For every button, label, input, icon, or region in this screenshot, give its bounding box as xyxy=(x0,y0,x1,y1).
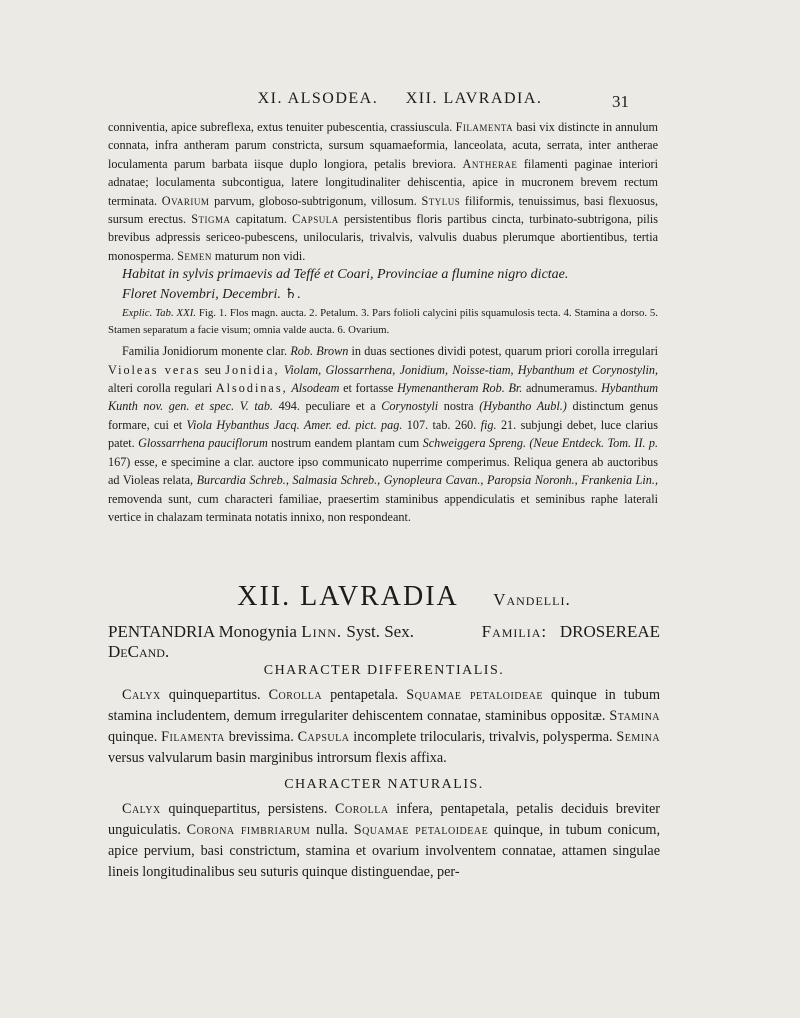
family-name: DROSEREAE xyxy=(559,622,660,641)
running-head xyxy=(0,90,800,108)
term-stigma: Stigma xyxy=(191,212,231,227)
term-capsula: Capsula xyxy=(297,729,350,745)
text-run: 494. peculiare et a xyxy=(278,399,376,414)
genera-list: Burcardia Schreb., Salmasia Schreb., Gynopleura Cavan., Paropsia Noronh., Frankenia Lin., xyxy=(196,473,658,488)
shrub-symbol: ♄. xyxy=(284,287,301,303)
linnaean-class xyxy=(108,621,414,643)
species-ref: Glossarrhena pauciflorum xyxy=(138,436,268,451)
text-run: 107. tab. 260. xyxy=(406,417,477,432)
text-run: incomplete trilocularis, trivalvis, polysperma. xyxy=(353,729,613,745)
page-number: 31 xyxy=(612,92,629,111)
text-run: alteri corolla regulari xyxy=(108,381,213,396)
term-semen: Semen xyxy=(177,248,212,263)
text-run: in duas sectiones dividi potest, quarum priori corolla irregulari xyxy=(351,344,659,359)
spaced-term: Alsodinas, xyxy=(215,381,288,396)
habitat-line: Habitat in sylvis primaevis ad Teffé et Coari, Provinciae a flumine nigro dictae. xyxy=(122,267,569,283)
term-corona: Corona fimbriarum xyxy=(186,822,311,838)
text-run: conniventia, apice subreflexa, extus tenuiter pubescentia, crassiuscula. xyxy=(108,120,453,134)
text-run: infera, pentapetala, petalis deciduis breviter unguiculatis. xyxy=(108,801,661,838)
running-head-left: XI. ALSODEA. xyxy=(257,90,379,107)
classification-line xyxy=(108,621,660,643)
text-run: capitatum. xyxy=(235,212,287,227)
text-run: quinque. xyxy=(108,729,158,745)
text-run: et fortasse xyxy=(343,381,394,396)
term-corolla: Corolla xyxy=(268,687,323,703)
term-stamina: Stamina xyxy=(609,708,661,724)
term-calyx: Calyx xyxy=(122,801,161,817)
spaced-term: Violeas veras xyxy=(108,362,201,377)
paragraph-familia xyxy=(108,342,658,526)
text-run: versus valvularum basin marginibus introrsum flexis affixa. xyxy=(108,750,447,766)
plate-explanation xyxy=(108,305,658,339)
text-run: quinquepartitus. xyxy=(168,687,261,703)
plate-label: Explic. Tab. XXI. xyxy=(122,307,197,320)
text-run: parvum, globoso-subtrigonum, villosum. xyxy=(214,193,417,208)
text-run: esse, e specimine a clar. auctore ipso communicato nuperrime comperimus. Reliqua genera ab auctoribus ad Violeas relata, xyxy=(108,454,658,488)
plate-text: Fig. 1. Flos magn. aucta. 2. Petalum. 3. Pars folioli calycini pilis squamulosis tecta. 4. Stamina a dorso. 5. Stamen separatum a facie visum; omnia valde aucta. 6. Ovarium. xyxy=(108,307,659,337)
floret-line xyxy=(108,285,658,305)
term-antherae: Antherae xyxy=(462,156,518,171)
floret-text: Floret Novembri, Decembri. xyxy=(122,287,281,303)
term-squamae: Squamae petaloideae xyxy=(353,822,489,838)
author-ref: Rob. Brown xyxy=(290,344,349,359)
text-run: brevissima. xyxy=(228,729,294,745)
citation: Schweiggera Spreng. (Neue Entdeck. Tom. II. p. xyxy=(422,436,659,451)
genus-title xyxy=(148,580,660,617)
spaced-term: Jonidia, xyxy=(225,362,280,377)
alsodea-description xyxy=(108,118,658,526)
citation: Hybanthum Kunth nov. gen. et spec. V. tab. xyxy=(108,381,658,414)
text-run: nostra xyxy=(443,399,474,414)
order-name: Monogynia xyxy=(218,622,297,641)
genus-author: Vandelli. xyxy=(493,590,571,609)
genus-name: XII. LAVRADIA xyxy=(237,581,458,612)
linn-ref: Linn. xyxy=(301,622,343,641)
term-filamenta: Filamenta xyxy=(455,120,514,134)
term-calyx: Calyx xyxy=(122,687,161,703)
term-filamenta: Filamenta xyxy=(161,729,225,745)
text-run: quinque in tubum stamina includentem, demum irregulariter dehiscentem connatae, staminibus oppositæ. xyxy=(108,687,661,724)
lavradia-section xyxy=(108,580,660,883)
text-run: 21. subjungi debet, luce clarius patet. xyxy=(108,417,658,451)
text-run: nostrum eandem plantam cum xyxy=(271,436,420,451)
text-run: quinque, in tubum conicum, apice pervium, basi constrictum, stamina et ovarium involventem connatae, attamen singulae lineis longitudinalibus seu suturis quinque distinguendae, per- xyxy=(108,822,661,880)
citation: Viola Hybanthus Jacq. Amer. ed. pict. pag. xyxy=(186,417,403,432)
text-run: filamenti paginae interiori adnatae; loculamenta subcontigua, latere longitudinaliter dehiscentia, apice in mucronem brevem rectum terminata. xyxy=(108,156,658,208)
genus-ref: (Hybantho Aubl.) xyxy=(479,399,567,414)
text-run: 167) xyxy=(108,454,131,469)
genus-ref: Corynostyli xyxy=(381,399,439,414)
natural-character xyxy=(108,799,660,883)
text-run: pentapetala. xyxy=(330,687,399,703)
genus-ref: Hymenantheram Rob. Br. xyxy=(397,381,523,396)
genus-ref: Alsodeam xyxy=(291,381,340,396)
text-run: seu xyxy=(204,362,222,377)
text-run: filiformis, tenuissimus, basi flexuosus, sursum erectus. xyxy=(108,193,659,227)
differential-heading: CHARACTER DIFFERENTIALIS. xyxy=(263,663,505,678)
term-squamae: Squamae petaloideae xyxy=(406,687,544,703)
text-run: distinctum genus formare, cui et xyxy=(108,399,658,432)
term-capsula: Capsula xyxy=(292,212,339,227)
text-run: basi vix distincte in annulum connata, infra antheram parum constricta, sursum squamaeformia, lanceolata, acuta, serrata, inter antherae loculamenta parum barbata iisque duplo longiora, petalis breviora. xyxy=(108,120,658,171)
running-head-right: XII. LAVRADIA. xyxy=(405,90,543,107)
familia-label: Familia: xyxy=(481,622,548,641)
text-run: nulla. xyxy=(316,822,348,838)
text-run: maturum non vidi. xyxy=(214,248,306,263)
genera-list: Violam, Glossarrhena, Jonidium, Noisse-tiam, Hybanthum et Corynostylin, xyxy=(283,362,659,377)
class-name: PENTANDRIA xyxy=(108,622,215,641)
term-corolla: Corolla xyxy=(335,801,389,817)
text-run: adnumeramus. xyxy=(526,381,598,396)
text-run: persistentibus floris partibus cincta, turbinato-subtrigona, pilis brevibus adpressis sericeo-pubescens, unilocularis, trivalvis, valvulis duabus plerumque abortientibus, tertia monosperma. xyxy=(108,212,658,263)
syst-ref: Syst. Sex. xyxy=(346,622,414,641)
term-ovarium: Ovarium xyxy=(161,193,210,208)
natural-heading: CHARACTER NATURALIS. xyxy=(284,777,484,792)
differential-character xyxy=(108,685,660,769)
term-semina: Semina xyxy=(616,729,661,745)
term-stylus: Stylus xyxy=(421,193,461,208)
citation: fig. xyxy=(480,417,497,432)
text-run: removenda sunt, cum characteri familiae, praesertim staminibus appendiculatis et seminibus raphe laterali vertice in chalazam terminata notatis innixo, non respondeant. xyxy=(108,491,658,524)
text-run: quinquepartitus, persistens. xyxy=(168,801,328,817)
paragraph-floral-parts xyxy=(108,118,658,265)
decandolle-ref: DeCand. xyxy=(108,642,170,661)
family-ref xyxy=(482,621,660,643)
text-run: Familia Jonidiorum monente clar. xyxy=(122,344,288,359)
